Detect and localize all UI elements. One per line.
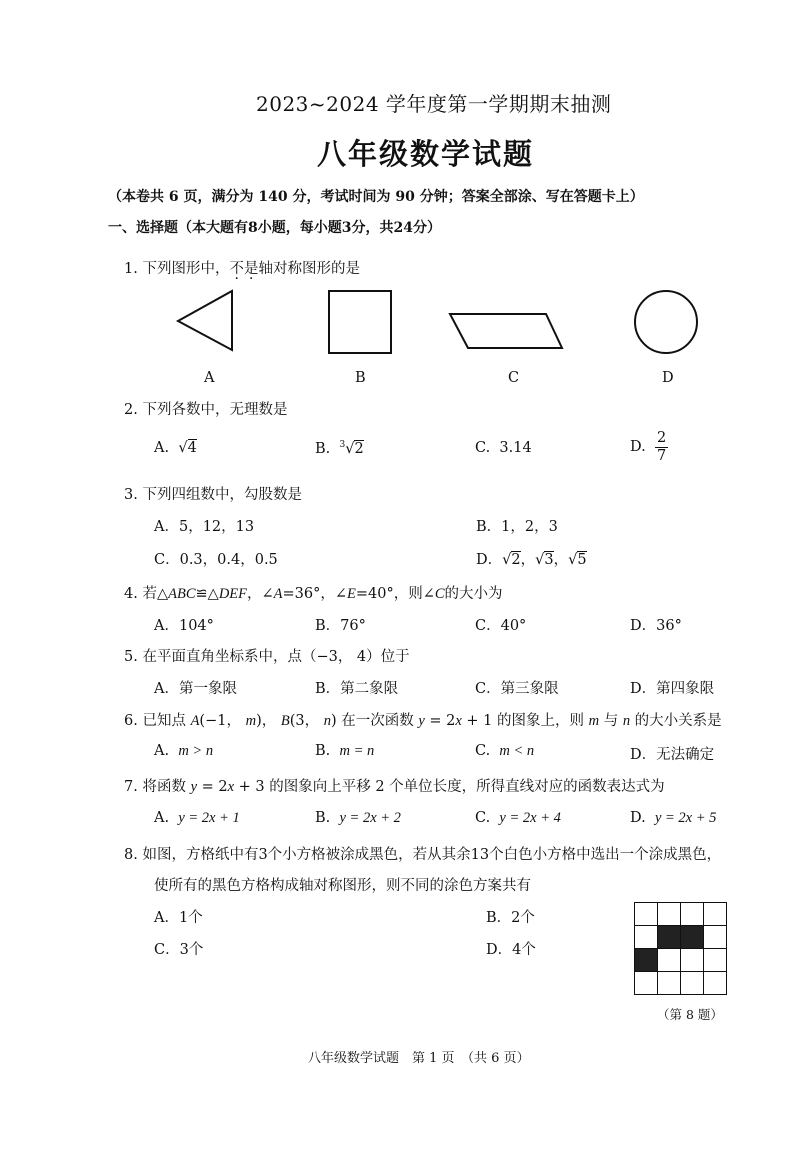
math-var: A [273,586,283,602]
stem-text: 的大小关系是 [630,713,722,729]
math-var: C [434,586,445,602]
math-var: ABC [168,586,196,602]
stem-text: 已知点 [142,713,191,729]
grid-cell [704,949,727,972]
grid-cell [635,926,658,949]
root-index: 3 [339,440,346,450]
emphasis-char: 不 [229,261,244,277]
exam-notice: （本卷共 6 页，满分为 140 分，考试时间为 90 分钟；答案全部涂、写在答题卡上） [108,189,644,205]
question-2-stem [124,398,287,419]
math-var: x [455,713,462,729]
circle-figure [631,288,701,358]
grid-cell [681,903,704,926]
option-expr: y = 2x + 1 [178,810,240,826]
option-label: C. [475,810,491,826]
stem-text: 将函数 [142,779,191,795]
option-2d [630,430,668,464]
option-5c: C．第三象限 [475,681,559,697]
option-value: 3.14 [499,440,532,456]
question-1-stem [124,257,360,278]
figure-label-d: D [662,370,674,386]
triangle-figure [172,288,238,354]
option-label: A. [154,743,170,759]
sqrt-sign: √ [345,440,355,457]
question-number: 2. [124,402,138,418]
parallelogram-figure [444,310,568,354]
question-number: 4. [124,586,138,602]
option-6b [315,743,374,760]
grid-cell [704,972,727,995]
stem-text: 若△ [142,586,169,602]
option-8c: C．3个 [154,942,204,958]
separator: ， [520,552,536,568]
question-7-stem [124,775,665,796]
option-5a: A．第一象限 [154,681,237,697]
sqrt-sign: √ [502,552,512,568]
grid-cell [681,949,704,972]
figure-label-c: C [508,370,520,386]
option-2b [315,440,364,457]
grid-cell [704,926,727,949]
question-3-stem [124,483,302,504]
option-expr: m > n [178,743,214,759]
radicand: 4 [187,440,197,456]
option-7b [315,810,401,827]
option-3d [476,548,587,569]
figure-caption: （第 8 题） [657,1007,723,1022]
question-number: 6. [124,713,138,729]
stem-text: ，∠ [247,586,274,602]
option-3b: B．1，2，3 [476,519,558,535]
option-5d: D．第四象限 [630,681,715,697]
option-label: B. [315,440,331,457]
page-footer: 八年级数学试题 第 1 页 （共 6 页） [308,1051,530,1066]
math-var: n [323,713,331,729]
question-8-stem-line2: 使所有的黑色方格构成轴对称图形，则不同的涂色方案共有 [154,878,531,894]
stem-text: (3， [289,713,324,729]
stem-text: 在平面直角坐标系中，点（−3， 4）位于 [142,649,410,665]
stem-text: )， [256,713,281,729]
option-label: D. [630,810,646,826]
separator: ， [553,552,569,568]
option-7a [154,810,240,827]
stem-text: 下列图形中， [142,261,230,277]
radicand: 3 [544,552,554,568]
option-4a: A．104° [154,618,214,634]
option-expr: y = 2x + 4 [499,810,561,826]
figure-label-b: B [355,370,366,386]
option-8b: B．2个 [486,910,535,926]
option-expr: y = 2x + 2 [339,810,401,826]
question-5-stem [124,645,410,666]
option-label: D. [630,439,646,456]
grid-figure [634,902,727,995]
stem-text: = 2 [424,713,456,729]
stem-text: ) 在一次函数 [330,713,419,729]
grid-cell [658,903,681,926]
math-var: x [227,779,235,795]
option-7d [630,810,716,827]
option-6d: D．无法确定 [630,747,715,763]
question-number: 7. [124,779,138,795]
stem-text: 的大小为 [444,586,503,602]
option-4b: B．76° [315,618,366,634]
sqrt-sign: √ [535,552,545,568]
sqrt-sign: √ [178,440,188,456]
question-8-stem [124,843,721,864]
stem-text: + 3 的图象向上平移 2 个单位长度，所得直线对应的函数表达式为 [234,779,665,795]
option-label: D． [476,552,503,568]
stem-text: =40°，则∠ [355,586,435,602]
option-8d: D．4个 [486,942,536,958]
option-label: B. [315,810,331,826]
grid-cell [658,972,681,995]
grid-cell [704,903,727,926]
grid-cell [681,972,704,995]
grid-cell-black [681,926,704,949]
math-var: n [622,713,631,729]
question-4-stem [124,582,503,603]
option-label: C. [475,743,491,759]
math-var: E [347,586,356,602]
option-label: A. [154,810,170,826]
stem-text: 与 [599,713,623,729]
exam-title: 2023~2024 学年度第一学期期末抽测 [256,92,612,116]
grid-cell [658,949,681,972]
radicand: 5 [577,552,587,568]
math-var: DEF [218,586,247,602]
stem-text: + 1 的图象上，则 [461,713,589,729]
stem-text: 下列四组数中，勾股数是 [142,487,302,503]
option-expr: m = n [339,743,375,759]
figure-label-a: A [204,370,215,386]
stem-text: = 2 [197,779,228,795]
math-var: B [280,713,290,729]
math-var: m [588,713,600,729]
question-number: 8. [124,847,138,863]
sqrt-sign: √ [568,552,578,568]
option-4c: C．40° [475,618,527,634]
math-var: A [190,713,200,729]
grid-cell-black [658,926,681,949]
option-7c [475,810,561,827]
radicand: 2 [511,552,521,568]
stem-text: =36°，∠ [282,586,348,602]
option-label: C. [475,440,491,456]
fraction: $\frac{2}{7}$ [656,430,667,464]
grid-cell [635,972,658,995]
paper-title: 八年级数学试题 [317,137,535,171]
question-number: 1. [124,261,138,277]
option-4d: D．36° [630,618,682,634]
option-5b: B．第二象限 [315,681,399,697]
option-3a: A．5，12，13 [154,519,255,535]
stem-text: (−1， [199,713,246,729]
question-number: 3. [124,487,138,503]
option-2a [154,440,197,456]
option-2c [475,440,532,456]
math-var: y [190,779,197,795]
stem-text: 轴对称图形的是 [258,261,360,277]
math-var: y [418,713,425,729]
option-expr: m < n [499,743,535,759]
question-6-stem [124,709,722,730]
option-3c: C．0.3，0.4，0.5 [154,552,278,568]
stem-text: ≌△ [195,586,219,602]
stem-text: 下列各数中，无理数是 [142,402,288,418]
radicand: 2 [354,440,364,457]
stem-text: 如图，方格纸中有3个小方格被涂成黑色，若从其余13个白色小方格中选出一个涂成黑色， [142,847,722,863]
option-6a [154,743,213,760]
grid-cell-black [635,949,658,972]
option-label: B. [315,743,331,759]
option-8a: A．1个 [154,910,203,926]
emphasis-char: 是 [243,261,259,277]
question-number: 5. [124,649,138,665]
section-title: 一、选择题（本大题有8小题，每小题3分，共24分） [108,220,441,236]
math-var: m [245,713,257,729]
grid-cell [635,903,658,926]
option-6c [475,743,534,760]
option-label: A. [154,440,170,456]
option-expr: y = 2x + 5 [654,810,717,826]
square-figure [325,288,395,356]
